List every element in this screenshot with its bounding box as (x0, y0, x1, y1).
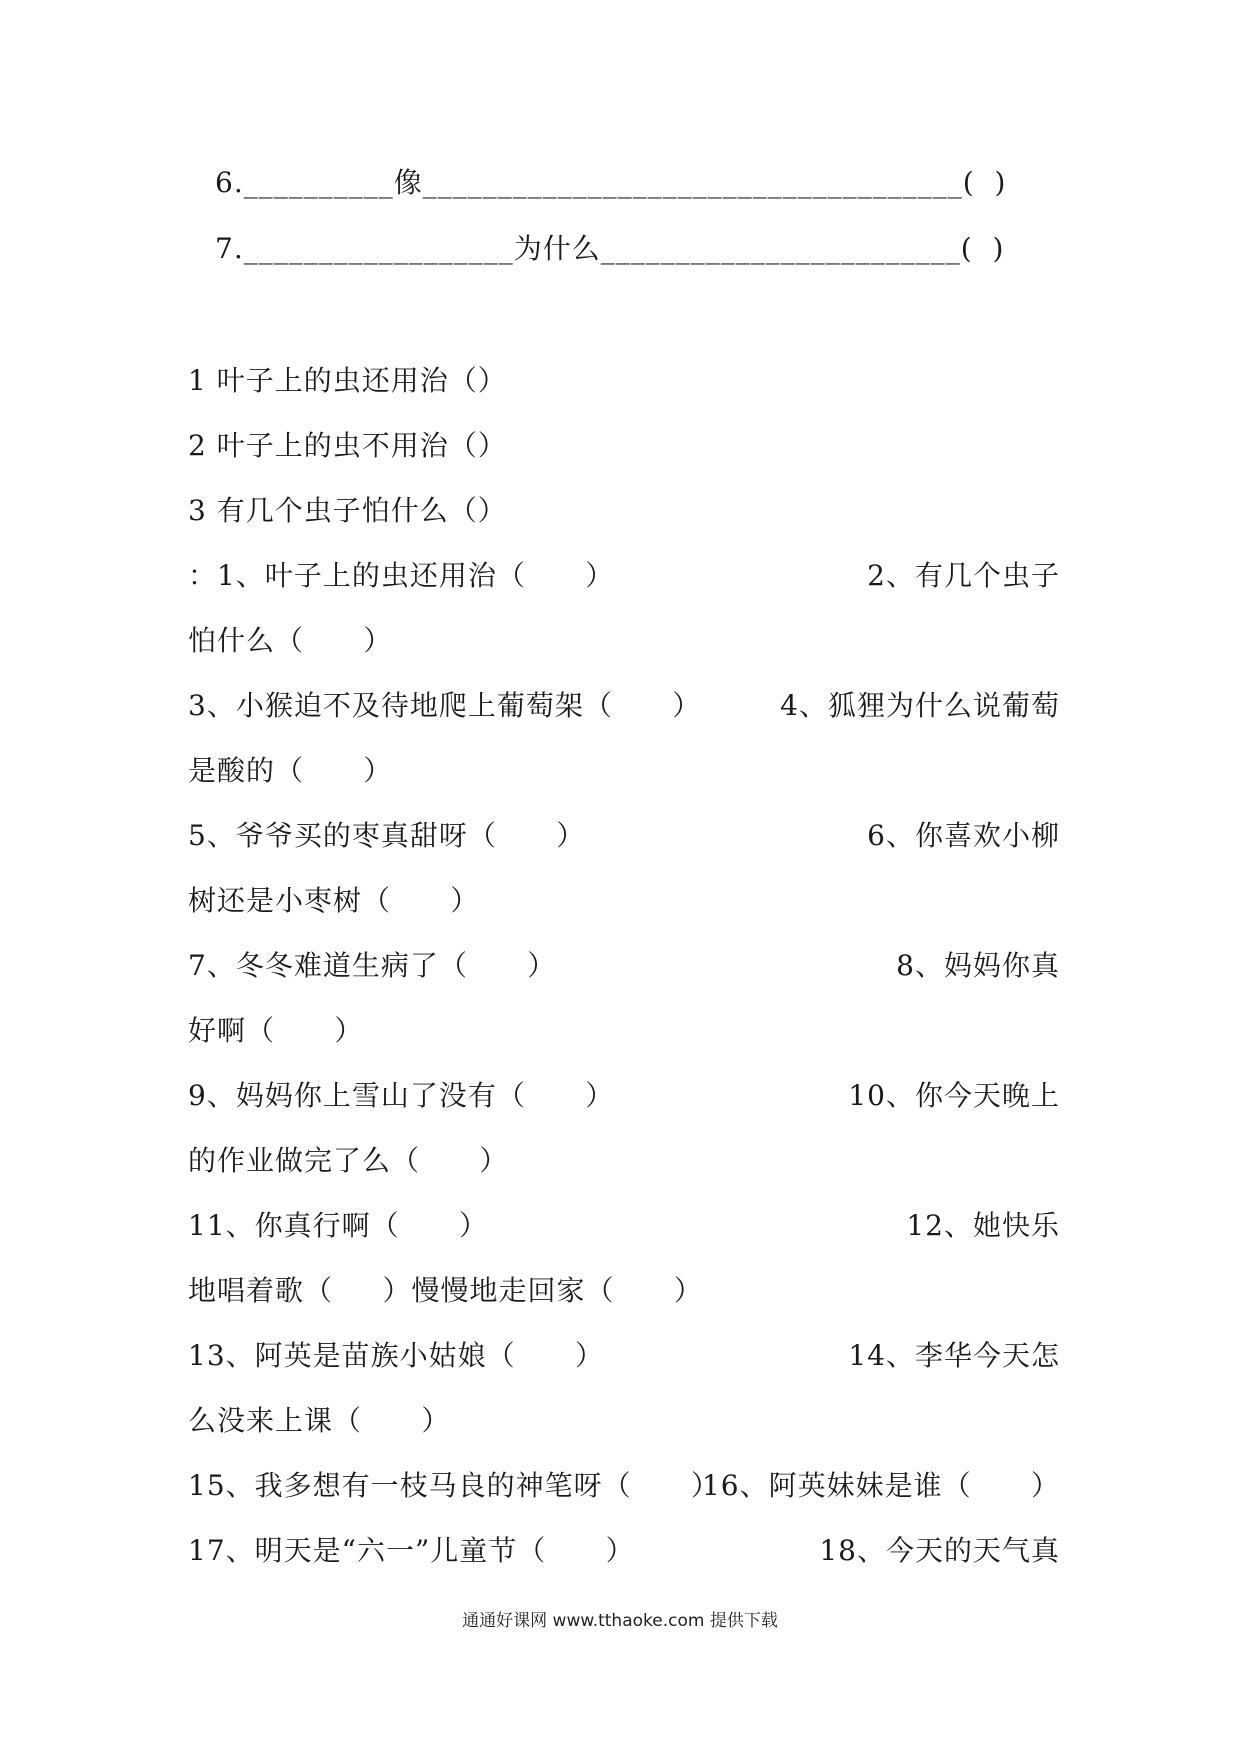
fill-line-7: 7.__________________为什么________________________( ) (215, 232, 1005, 265)
row-left-7: 7、冬冬难道生病了（ ） (188, 949, 557, 982)
row-left-12: 地唱着歌（ ）慢慢地走回家（ ） (188, 1274, 703, 1307)
simple-item-1: 1 叶子上的虫还用治（） (188, 364, 507, 397)
row-right-7: 8、妈妈你真 (896, 949, 1060, 982)
row-left-15: 15、我多想有一枝马良的神笔呀（ ） (188, 1469, 721, 1502)
row-right-5: 6、你喜欢小柳 (867, 819, 1060, 852)
row-right-11: 12、她快乐 (906, 1209, 1060, 1242)
row-left-2: 怕什么（ ） (188, 624, 393, 657)
row-right-13: 14、李华今天怎 (848, 1339, 1060, 1372)
row-left-1: ：1、叶子上的虫还用治（ ） (188, 559, 615, 592)
fill-line-6: 6.__________像____________________________________( ) (215, 166, 1007, 199)
simple-item-3: 3 有几个虫子怕什么（） (188, 494, 507, 527)
row-right-1: 2、有几个虫子 (867, 559, 1060, 592)
row-left-13: 13、阿英是苗族小姑娘（ ） (188, 1339, 605, 1372)
page-footer: 通通好课网 www.tthaoke.com 提供下载 (462, 1611, 778, 1631)
row-left-11: 11、你真行啊（ ） (188, 1209, 489, 1242)
row-right-15: 16、阿英妹妹是谁（ ） (701, 1469, 1060, 1502)
row-right-3: 4、狐狸为什么说葡萄 (780, 689, 1060, 722)
simple-item-2: 2 叶子上的虫不用治（） (188, 429, 507, 462)
row-left-4: 是酸的（ ） (188, 754, 393, 787)
row-left-14: 么没来上课（ ） (188, 1404, 451, 1437)
row-left-10: 的作业做完了么（ ） (188, 1144, 509, 1177)
row-left-5: 5、爷爷买的枣真甜呀（ ） (188, 819, 586, 852)
row-left-6: 树还是小枣树（ ） (188, 884, 480, 917)
row-left-16: 17、明天是“六一”儿童节（ ） (188, 1534, 635, 1567)
row-left-3: 3、小猴迫不及待地爬上葡萄架（ ） (188, 689, 702, 722)
row-right-16: 18、今天的天气真 (819, 1534, 1060, 1567)
row-right-9: 10、你今天晚上 (848, 1079, 1060, 1112)
row-left-8: 好啊（ ） (188, 1014, 364, 1047)
row-left-9: 9、妈妈你上雪山了没有（ ） (188, 1079, 615, 1112)
